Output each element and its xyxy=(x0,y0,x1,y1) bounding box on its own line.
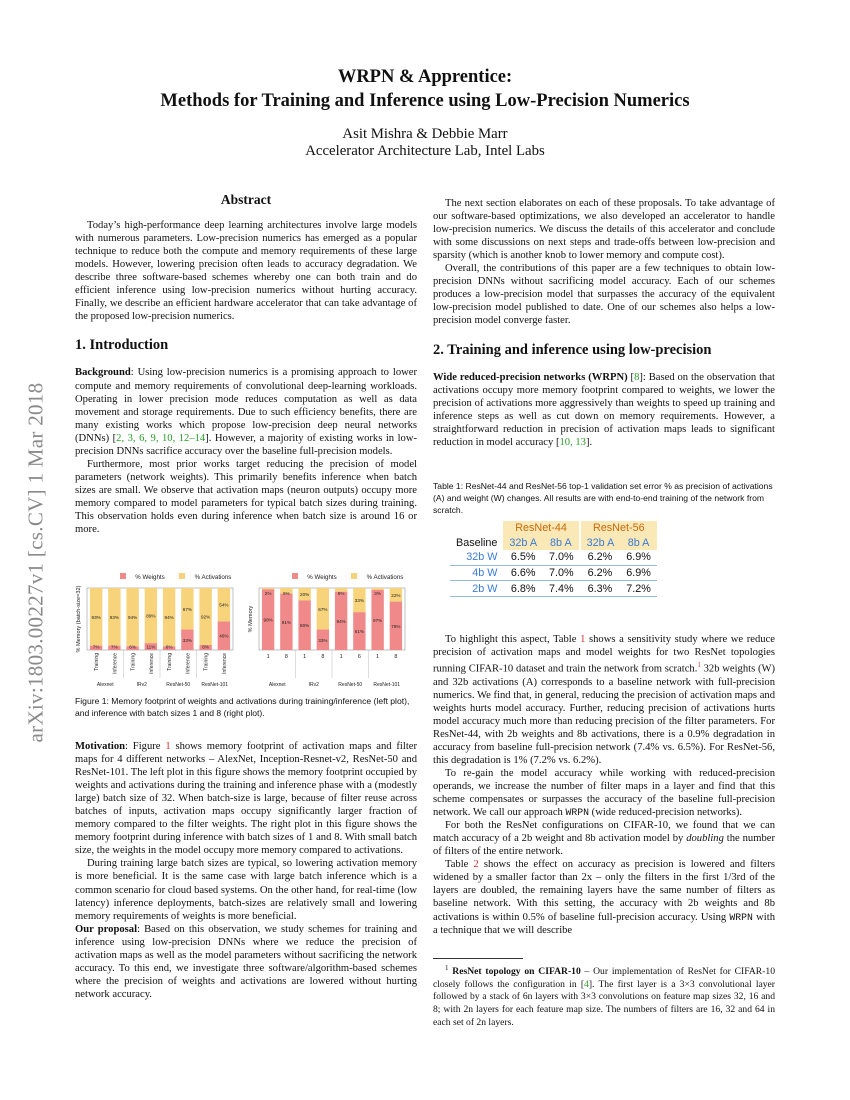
bar-activations xyxy=(262,588,274,589)
data-label-weights: 98% xyxy=(263,617,273,623)
background-cites[interactable]: 2, 3, 6, 9, 10, 12–14 xyxy=(116,432,206,444)
table-cell: 7.2% xyxy=(620,581,657,597)
legend-label-weights: % Weights xyxy=(135,574,165,581)
right-paragraph-6 xyxy=(433,858,775,936)
data-label-activations: 89% xyxy=(146,613,156,619)
proposal-label: Our proposal xyxy=(75,923,138,935)
background-label: Background xyxy=(75,367,131,379)
right-column-lower xyxy=(433,633,775,937)
figure-1-right-chart xyxy=(248,573,405,688)
left-column xyxy=(75,193,417,536)
category-label: 1 xyxy=(376,654,380,660)
footnote-ref[interactable]: 1 xyxy=(697,661,701,670)
data-label-weights: 78% xyxy=(391,623,401,629)
wrpn-code: WRPN xyxy=(565,807,590,819)
legend-swatch-activations xyxy=(351,573,357,579)
data-label-weights: 80% xyxy=(300,623,310,629)
right-paragraph-5 xyxy=(433,819,775,858)
proposal-paragraph xyxy=(75,923,417,1001)
group-label: ResNet-101 xyxy=(201,682,229,688)
group-label: ResNet-101 xyxy=(373,682,401,688)
table-cell: 7.4% xyxy=(543,581,580,597)
table-cell: 6.2% xyxy=(580,550,621,565)
p3-text-c: 32b weights (W) and 32b activations (A) corresponds to a baseline network with full-precision numerics. We find that, in general, reducing the precision of activation maps and weights hurts model accuracy. Further, reducing precision of activations hurts model accuracy much more than reducing precision of the filter parameters. For ResNet-44, with 2b weights and 8b activations, there is a 0.9% degradation in accuracy from baseline full-precision network (7.4% vs. 6.5%). For ResNet-56, this degradation is 1% (7.2% vs. 6.2%). xyxy=(433,663,775,766)
data-label-activations: 67% xyxy=(318,606,328,612)
table-row xyxy=(450,565,657,581)
wrpn-text-a: : Based on the observation that activations occupy more memory footprint compared to weights, we lower the precision of activations more aggressively than weights to speed up training and inference steps as well as cut down on memory requirements. However, a straightforward reduction in precision of activation maps leads to significant reduction in model accuracy [ xyxy=(433,371,776,448)
p5-emphasis: doubling xyxy=(686,833,724,845)
section2-heading: 2. Training and inference using low-precision xyxy=(433,342,712,359)
figure-1-left-chart xyxy=(76,573,233,688)
p4-text-a: To re-gain the model accuracy while working with reduced-precision operands, we increase the number of filter maps in a layer and find that this scheme compensates or surpasses the accuracy of the baseline full-precision network. We call our approach xyxy=(433,768,775,819)
data-label-activations: 94% xyxy=(128,615,138,621)
data-label-weights: 8% xyxy=(202,644,209,650)
footnote-text-b: ]. The first layer is a 3×3 convolutional layer followed by a stack of 6n layers with 3×3 convolutions on feature map sizes 32, 16 and 8; with 2n layers for each feature map size. The numbers of filters are 16, 32 and 64 in each set of 2n layers. xyxy=(433,978,775,1028)
motivation-paragraph xyxy=(75,740,417,857)
category-label: 1 xyxy=(339,654,343,660)
table-cell: 6.8% xyxy=(503,581,543,597)
data-label-weights: 91% xyxy=(281,619,291,625)
group-label: IRv2 xyxy=(308,682,319,688)
table-sub-header: 8b A xyxy=(620,536,657,551)
table-sub-header: 8b A xyxy=(543,536,580,551)
footnote-cite[interactable]: 4 xyxy=(584,978,589,990)
category-label: 8 xyxy=(321,654,325,660)
table-1 xyxy=(450,521,657,597)
group-label: ResNet-50 xyxy=(338,682,363,688)
data-label-activations: 9% xyxy=(283,591,290,596)
motivation-text-a: : Figure xyxy=(125,741,166,752)
table-row xyxy=(450,550,657,565)
group-label: Alexnet xyxy=(96,682,114,688)
data-label-weights: 33% xyxy=(318,637,328,643)
footnote-label: ResNet topology on CIFAR-10 xyxy=(452,966,581,978)
table-cell: 6.9% xyxy=(620,565,657,581)
category-label: Training xyxy=(94,653,101,671)
p5-text-a: For both the ResNet configurations on CIFAR-10, we found that we can match accuracy of a 2b weight and 8b activation model by xyxy=(433,820,775,845)
group-label: IRv2 xyxy=(136,682,147,688)
category-label: 8 xyxy=(394,654,398,660)
group-label: ResNet-50 xyxy=(166,682,191,688)
table-ref[interactable]: 1 xyxy=(580,634,586,645)
group-label: Alexnet xyxy=(268,682,286,688)
category-label: 1 xyxy=(303,654,307,660)
data-label-activations: 93% xyxy=(109,614,119,620)
data-label-weights: 6% xyxy=(165,644,173,650)
table-baseline-label: Baseline xyxy=(456,536,498,549)
right-paragraph-2: Overall, the contributions of this paper are a few techniques to obtain low-precision DNNs without sacrificing model accuracy. Each of our schemes produces a low-precision model that surpasses the accuracy of the equivalent low-precision model published to date. One of our schemes also helps a low-precision model converge faster. xyxy=(433,263,775,327)
figure-ref[interactable]: 1 xyxy=(165,741,171,752)
footnote-rule xyxy=(433,958,523,959)
data-label-activations: 22% xyxy=(391,592,401,598)
legend-label-activations: % Activations xyxy=(366,574,404,581)
paper-title-line1: WRPN & Apprentice: xyxy=(337,67,513,87)
intro-heading: 1. Introduction xyxy=(75,337,169,354)
legend-swatch-weights xyxy=(292,573,298,579)
category-label: Training xyxy=(130,653,137,671)
motivation-label: Motivation xyxy=(75,741,126,752)
category-label: Inference xyxy=(148,653,155,674)
p6-text-a: Table xyxy=(445,859,474,871)
wrpn-cite[interactable]: 8 xyxy=(634,371,640,383)
wrpn-text-b: ]. xyxy=(585,436,593,448)
table-1-caption: Table 1: ResNet-44 and ResNet-56 top-1 validation set error % as precision of activations (A) and weight (W) changes. All results are with end-to-end training of the network from scratch. xyxy=(433,481,773,516)
wrpn-cites2[interactable]: 10, 13 xyxy=(559,436,586,448)
table-row-label: 32b W xyxy=(450,550,503,565)
legend-label-activations: % Activations xyxy=(194,574,232,581)
footnote xyxy=(433,962,775,1029)
data-label-weights: 46% xyxy=(219,633,229,639)
data-label-weights: 7% xyxy=(111,644,118,650)
right-paragraph-3 xyxy=(433,633,775,767)
data-label-activations: 93% xyxy=(91,614,101,620)
data-label-activations: 94% xyxy=(164,615,174,621)
paper-title-line2: Methods for Training and Inference using Low-Precision Numerics xyxy=(160,91,690,111)
category-label: Training xyxy=(167,653,174,671)
category-label: 8 xyxy=(284,654,288,660)
category-label: Inference xyxy=(221,653,228,674)
data-label-weights: 11% xyxy=(146,644,156,650)
data-label-activations: 20% xyxy=(300,592,310,598)
motivation-paragraph-2: During training large batch sizes are typical, so lowering activation memory is more beneficial. It is the same case with large batch inference which is a common scenario for cloud based systems. On the other hand, for real-time (low latency) inference deployments, batch-sizes are relatively small and lowering memory requirements of weights is more beneficial. xyxy=(75,858,417,922)
right-column xyxy=(433,197,775,449)
background-text-b: ]. However, a majority of existing works in low-precision DNNs sacrifice accuracy over the baseline full-precision models. xyxy=(75,432,418,457)
bar-activations xyxy=(371,588,383,590)
table-sub-header: 32b A xyxy=(580,536,621,551)
left-column-lower xyxy=(75,740,417,1001)
data-label-weights: 97% xyxy=(373,617,383,623)
background-paragraph xyxy=(75,366,417,457)
data-label-activations: 6% xyxy=(337,591,345,596)
p6-text-c: with a technique that we will describe xyxy=(433,911,775,936)
y-axis-label: % Memory (batch-size=32) xyxy=(76,585,82,653)
p3-text-a: To highlight this aspect, Table xyxy=(445,634,581,645)
affiliation: Accelerator Architecture Lab, Intel Labs xyxy=(305,143,545,159)
legend-swatch-weights xyxy=(120,573,126,579)
data-label-weights: 94% xyxy=(336,618,346,624)
table-cell: 6.2% xyxy=(580,565,621,581)
wrpn-code: WRPN xyxy=(729,911,753,923)
footnote-number: 1 xyxy=(445,964,449,972)
wrpn-paragraph: Wide reduced-precision networks (WRPN) [8]: Based on the observation that activations occupy more memory footprint compared to weights, we lower the precision of activations more aggressively than weights to speed up training and inference steps as well as cut down on memory requirements. However, a straightforward reduction in precision of activation maps leads to significant reduction in model accuracy [10, 13]. xyxy=(433,371,776,448)
authors: Asit Mishra & Debbie Marr xyxy=(342,126,508,142)
legend-swatch-activations xyxy=(179,573,185,579)
data-label-activations: 54% xyxy=(219,602,229,608)
data-label-activations: 33% xyxy=(354,598,364,604)
arxiv-stamp: arXiv:1803.00227v1 [cs.CV] 1 Mar 2018 xyxy=(23,382,48,743)
table-ref[interactable]: 2 xyxy=(473,859,479,871)
right-paragraph-1: The next section elaborates on each of these proposals. To take advantage of our software-based optimizations, we also developed an accelerator to handle low-precision numerics. We discuss the details of this accelerator and conclude with some discussions on next steps and trade-offs between low-precision and sparsity (which is another knob to lower memory and compute cost). xyxy=(433,198,775,262)
wrpn-label: Wide reduced-precision networks (WRPN) xyxy=(433,371,628,383)
table-cell: 7.0% xyxy=(543,550,580,565)
table-row xyxy=(450,581,657,597)
table-cell: 7.0% xyxy=(543,565,580,581)
figure-1-caption: Figure 1: Memory footprint of weights and activations during training/inference (left plot), and inference with batch sizes 1 and 8 (right plot). xyxy=(75,696,410,719)
proposal-text: : Based on this observation, we study schemes for training and inference using low-precision DNNs where we reduce the precision of activation maps as well as the model parameters without sacrificing the network accuracy. To this end, we investigate three software/algorithm-based schemes where the precision of weights and activations are lowered without hurting network accuracy. xyxy=(75,923,417,1000)
category-label: Training xyxy=(203,653,210,671)
data-label-activations: 92% xyxy=(201,614,211,620)
table-cell: 6.6% xyxy=(503,565,543,581)
right-paragraph-4 xyxy=(433,767,775,819)
abstract-text: Today’s high-performance deep learning architectures involve large models with numerous parameters. Low-precision numerics has emerged as a popular technique to reduce both the compute and memory requirements of these large models. However, lowering precision often leads to accuracy degradation. We describe three software-based schemes whereby one can both train and do efficient inference using low-precision numerics without hurting accuracy. Finally, we describe an efficient hardware accelerator that can take advantage of the proposed low-precision numerics. xyxy=(75,220,417,323)
table-row-label: 4b W xyxy=(450,565,503,581)
footnote-text-a: – Our implementation of ResNet for CIFAR-10 closely follows the configuration in [ xyxy=(433,966,775,990)
table-cell: 6.5% xyxy=(503,550,543,565)
intro-paragraph-2: Furthermore, most prior works target reducing the precision of model parameters (network weights). This primarily benefits inference when batch sizes are small. We observe that activation maps (neuron outputs) occupy more memory compared to model parameters for typical batch sizes during training. This observation holds even during inference when batch size is around 16 or more. xyxy=(75,458,417,536)
background-text-a: : Using low-precision numerics is a promising approach to lower compute and memory requirements of convolutional deep-learning workloads. Operating in lower precision mode reduces computation as well as data movement and storage requirements. Due to such efficiency benefits, there are many existing works which propose low-precision deep neural networks (DNNs) [ xyxy=(75,367,417,444)
data-label-weights: 61% xyxy=(354,629,364,635)
abstract-heading: Abstract xyxy=(220,192,272,207)
category-label: 6 xyxy=(357,654,361,660)
table-group-header: ResNet-56 xyxy=(580,521,657,536)
data-label-activations: 67% xyxy=(182,606,192,612)
motivation-text-b: shows memory footprint of activation maps and filter maps for 4 different networks – AlexNet, Inception-Resnet-v2, ResNet-50 and ResNet-101. The left plot in this figure shows the memory footprint occupied by weights and activations during the training and inference phase with a (modestly large) batch size of 32. When batch-size is large, because of filter reuse across batches of inputs, activation maps occupy significantly larger fraction of memory compared to the filter weights. The right plot in this figure shows the memory footprint during inference with batch sizes of 1 and 8. With small batch size, the weights in the model occupy more memory compared to activations. xyxy=(75,741,417,857)
data-label-weights: 33% xyxy=(182,637,192,643)
data-label-activations: 2% xyxy=(264,591,272,596)
p3-text-b: shows a sensitivity study where we reduce precision of activation maps and model weights for two ResNet topologies running CIFAR-10 dataset and train the network from scratch. xyxy=(433,634,775,675)
p5-text-b: the number of filters of the entire network. xyxy=(433,833,775,858)
table-group-header: ResNet-44 xyxy=(503,521,579,536)
table-sub-header: 32b A xyxy=(503,536,543,551)
data-label-weights: 6% xyxy=(129,644,136,650)
category-label: Inference xyxy=(185,653,192,674)
y-axis-label: % Memory xyxy=(248,605,254,633)
p4-text-b: (wide reduced-precision networks). xyxy=(589,807,742,819)
category-label: 1 xyxy=(266,654,270,660)
table-cell: 6.9% xyxy=(620,550,657,565)
table-cell: 6.3% xyxy=(580,581,621,597)
category-label: Inference xyxy=(112,653,119,674)
legend-label-weights: % Weights xyxy=(307,574,337,581)
data-label-weights: 7% xyxy=(92,644,100,650)
figure-1 xyxy=(75,570,420,688)
data-label-activations: 3% xyxy=(374,591,381,596)
p6-text-b: shows the effect on accuracy as precision is lowered and filters widened by a smaller factor than 2x – only the filters in the first 1/3rd of the layers are doubled, the remaining layers have the same number of filters as baseline network. With this setting, the accuracy with 2b weights and 8b activations is within 0.5% of baseline full-precision accuracy. Using xyxy=(433,859,775,923)
table-row-label: 2b W xyxy=(450,581,503,597)
